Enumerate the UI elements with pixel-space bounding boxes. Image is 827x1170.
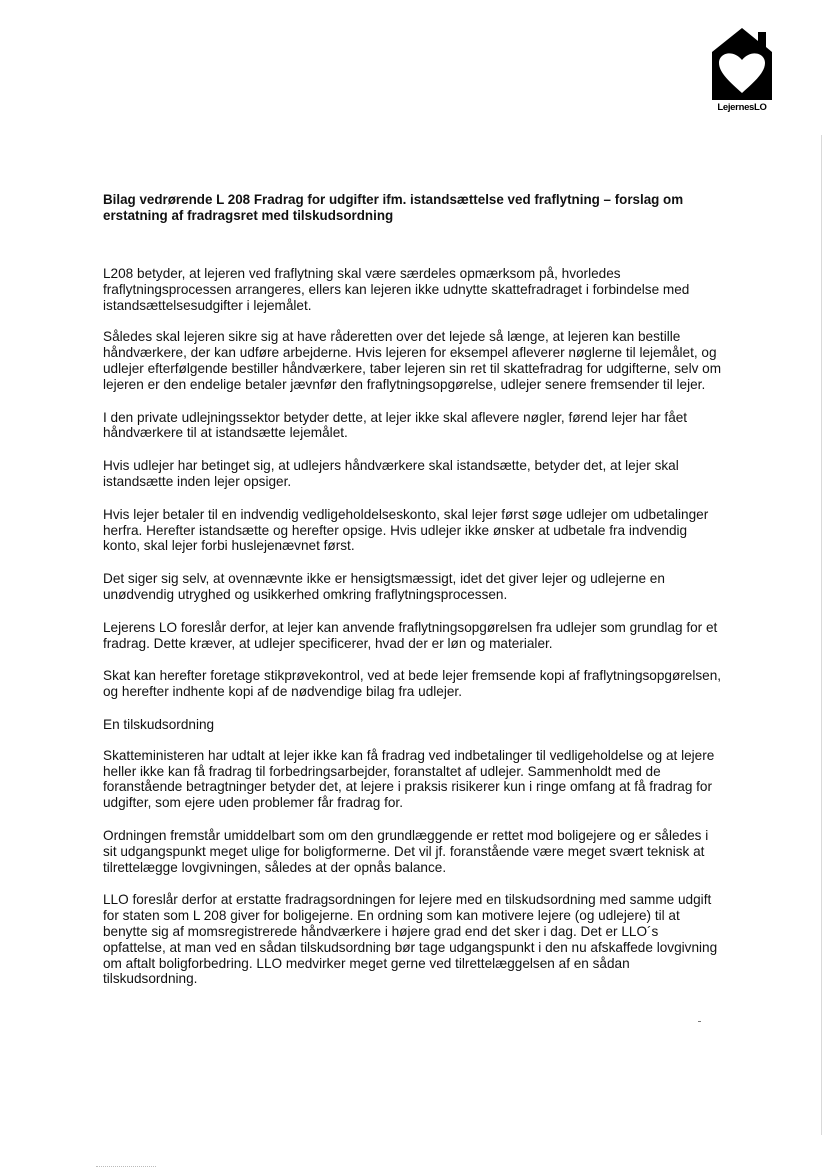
lejernes-lo-logo [706,26,778,118]
paragraph: LLO foreslår derfor at erstatte fradragsordningen for lejere med en tilskudsordning med samme udgift for staten som L 208 giver for boligejerne. En ordning som kan motivere lejere (og udlejere) til at benytte sig af momsregistrerede håndværkere i højere grad end det sker i dag. Det er LLO´s opfattelse, at man ved en sådan tilskudsordning bør tage udgangspunkt i den nu afskaffede lovgivning om aftalt boligforbedring. LLO medvirker meget gerne ved tilrettelæggelsen af en sådan tilskudsordning. [103,892,718,987]
paragraph: Hvis lejer betaler til en indvendig vedligeholdelseskonto, skal lejer først søge udlejer om udbetalinger herfra. Herefter istandsætte og herefter opsige. Hvis udlejer ikke ønsker at udbetale fra indvendig konto, skal lejer forbi huslejenævnet først. [103,506,709,554]
house-heart-icon [706,26,778,102]
paragraph: Det siger sig selv, at ovennævnte ikke er hensigtsmæssigt, idet det giver lejer og udlejerne en unødvendig utryghed og usikkerhed omkring fraflytningsprocessen. [103,571,665,602]
scan-speck [698,1021,701,1022]
paragraph: Ordningen fremstår umiddelbart som om den grundlæggende er rettet mod boligejere og er således i sit udgangspunkt meget ulige for boligformerne. Det vil jf. foranstående være meget svært teknisk at tilrettelægge lovgivningen, således at der opnås balance. [103,827,709,875]
paragraph: L208 betyder, at lejeren ved fraflytning skal være særdeles opmærksom på, hvorledes fraflytningsprocessen arrangeres, ellers kan lejeren ikke udnytte skattefradraget i forbindelse med istandsættelsesudgifter i lejemålet. [103,266,690,313]
paragraph: Således skal lejeren sikre sig at have råderetten over det lejede så længe, at lejeren kan bestille håndværkere, der kan udføre arbejderne. Hvis lejeren for eksempel afleverer nøglerne til lejemålet, og udlejer efterfølgende bestiller håndværkere, taber lejeren sin ret til skattefradrag for udgifterne, selv om lejeren er den endelige betaler jævnfør den fraflytningsopgørelse, udlejer senere fremsender til lejer. [103,329,722,392]
page-title: Bilag vedrørende L 208 Fradrag for udgifter ifm. istandsættelse ved fraflytning – forslag om erstatning af fradragsret med tilskudsordning [103,192,684,223]
scan-edge-line [821,135,822,1135]
logo-text: LejernesLO [717,102,767,113]
paragraph: Hvis udlejer har betinget sig, at udlejers håndværkere skal istandsætte, betyder det, at lejer skal istandsætte inden lejer opsiger. [103,458,679,489]
paragraph: Skatteministeren har udtalt at lejer ikke kan få fradrag ved indbetalinger til vedligeholdelse og at lejere heller ikke kan få fradrag til forbedringsarbejder, foranstaltet af udlejer. Sammenholdt med de foranstående betragtninger betyder det, at lejere i praksis risikerer kun i ringe omfang at få fradrag for udgifter, som ejere uden problemer får fradrag for. [103,747,715,811]
section-heading: En tilskudsordning [103,716,215,732]
paragraph: I den private udlejningssektor betyder dette, at lejer ikke skal aflevere nøgler, førend lejer har fået håndværkere til at istandsætte lejemålet. [103,409,688,441]
paragraph: Skat kan herefter foretage stikprøvekontrol, ved at bede lejer fremsende kopi af fraflytningsopgørelsen, og herefter indhente kopi af de nødvendige bilag fra udlejer. [103,668,722,700]
paragraph: Lejerens LO foreslår derfor, at lejer kan anvende fraflytningsopgørelsen fra udlejer som grundlag for et fradrag. Dette kræver, at udlejer specificerer, hvad der er løn og materialer. [103,619,718,651]
document-body [103,266,743,987]
scan-footer-mark [96,1166,156,1168]
